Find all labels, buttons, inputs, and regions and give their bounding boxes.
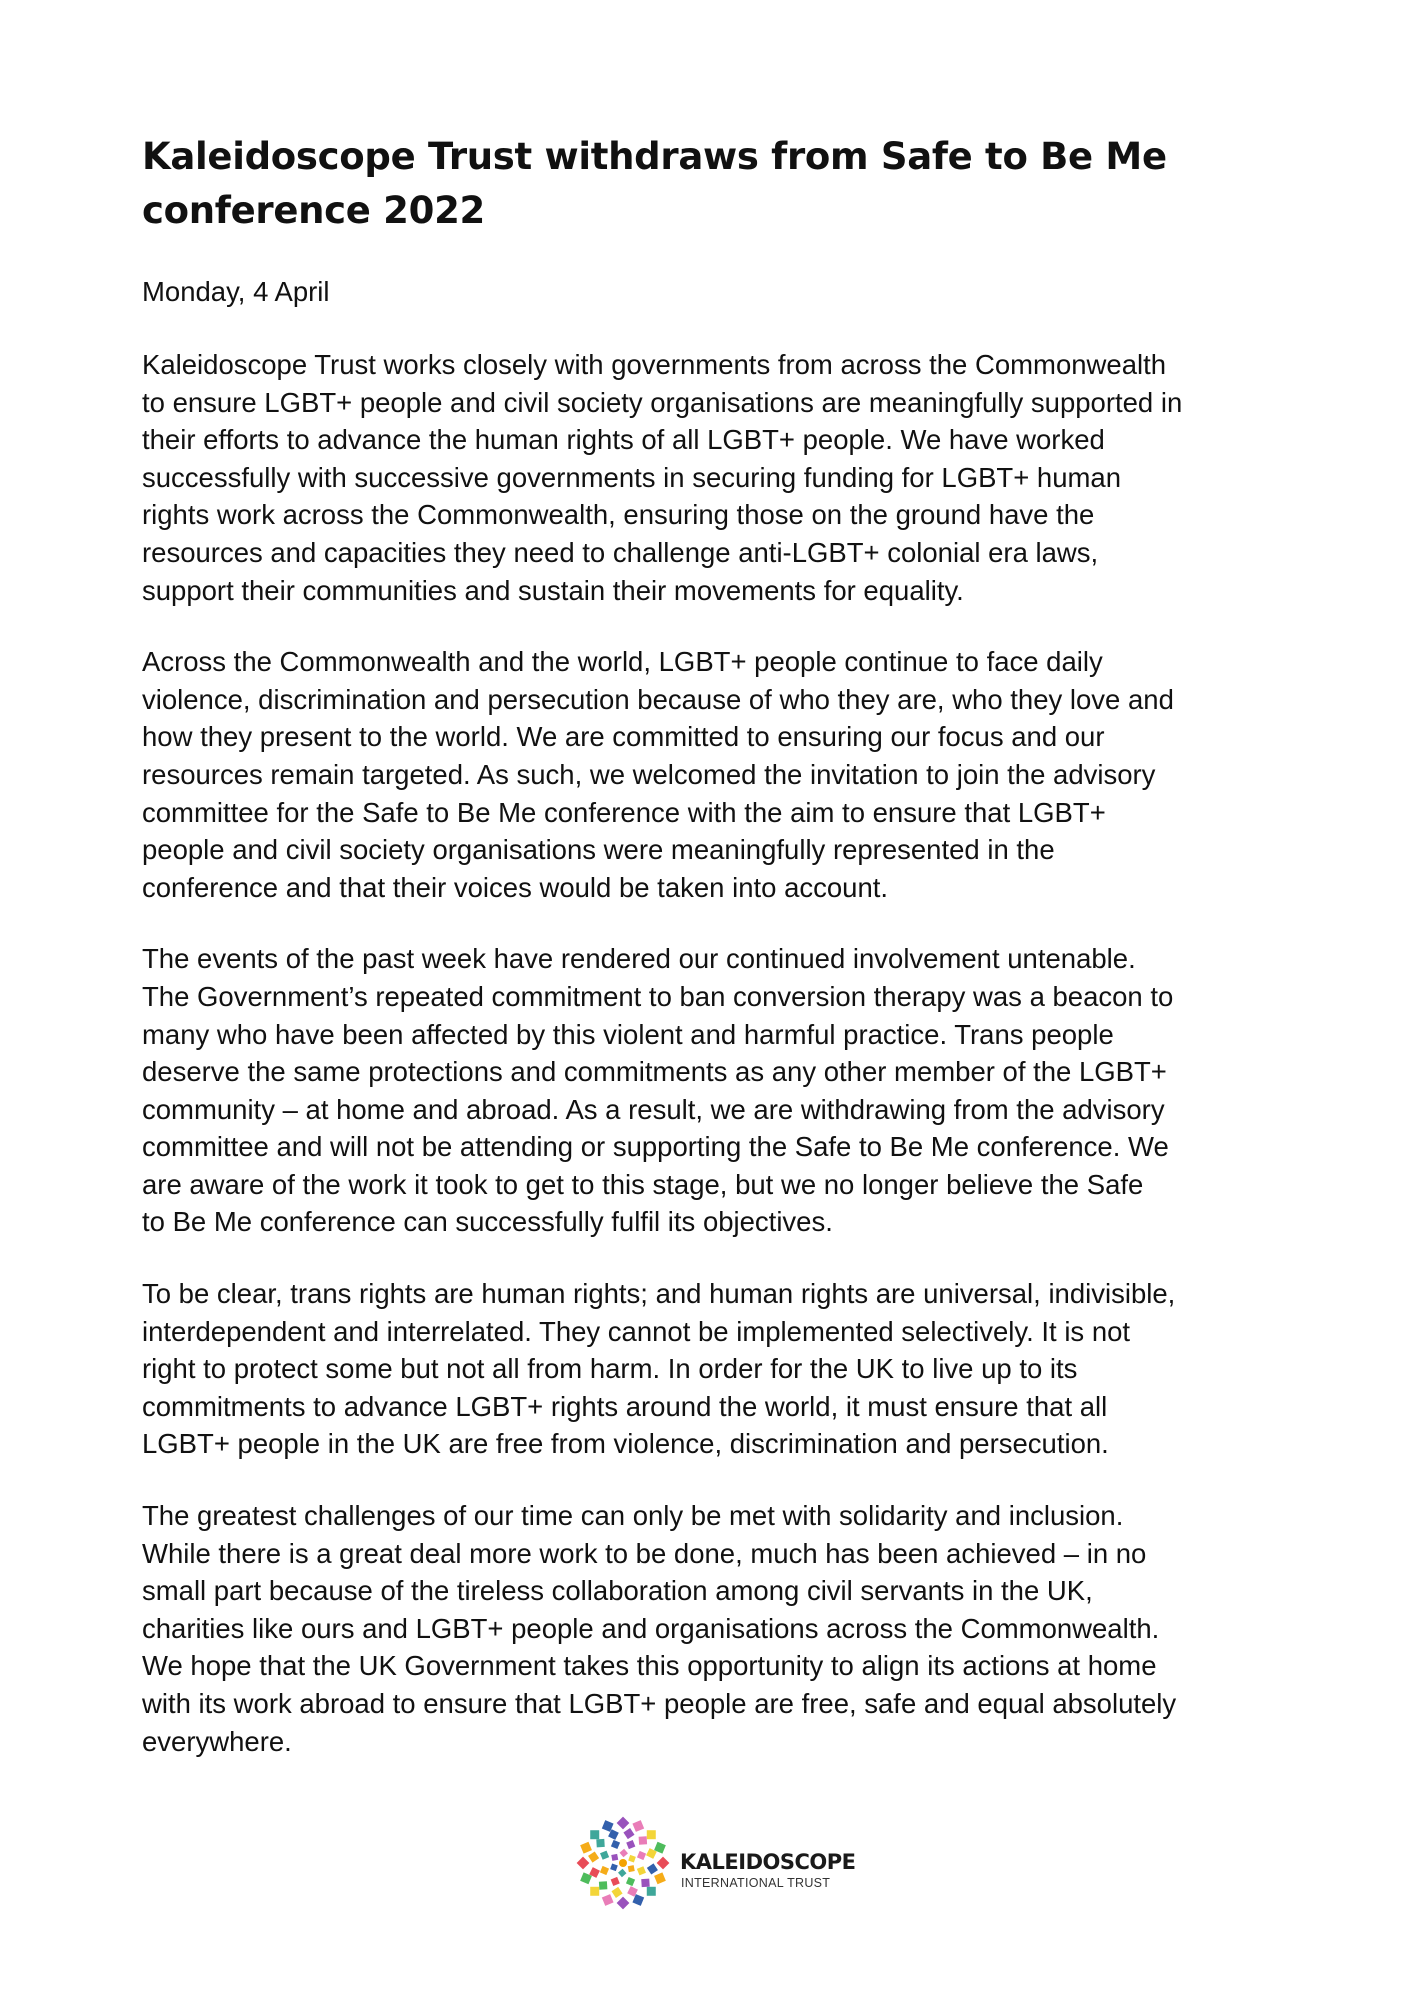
logo-subtitle: INTERNATIONAL TRUST [681,1876,831,1890]
mandala-segment [610,1863,618,1871]
mandala-segment [590,1887,599,1896]
mandala-segment [620,1849,628,1857]
paragraph-5: The greatest challenges of our time can only be met with solidarity and inclusion. While there is a great deal more work to be done, much has been achieved – in no small part because of the tireless collaboration among civil servants in the UK, charities like ours and LGBT+ people and organisations across the Commonwealth. We hope that the UK Government takes this opportunity to align its actions at home with its work abroad to ensure that LGBT+ people are free, safe and equal absolutely everywhere. [142,1500,1177,1757]
mandala-segment [637,1866,646,1875]
mandala-segment [600,1851,609,1860]
mandala-segment [623,1828,634,1839]
mandala-segment [632,1820,644,1832]
mandala-segment [602,1894,614,1906]
mandala-segment [641,1879,649,1887]
mandala-segment [628,1865,635,1872]
mandala-segment [647,1830,656,1839]
mandala-segment [617,1817,630,1830]
kaleidoscope-mandala-icon [570,1808,676,1918]
mandala-segment [647,1863,658,1874]
paragraph-3: The events of the past week have rendered our continued involvement untenable. The Government’s repeated commitment to ban conversion therapy was a beacon to many who have been affected by this violent and harmful practice. Trans people deserve the same protections and commitments as any other member of the LGBT+ community – at home and abroad. As a result, we are withdrawing from the advisory committee and will not be attending or supporting the Safe to Be Me conference. We are aware of the work it took to get to this stage, but we no longer believe the Safe to Be Me conference can successfully fulfil its objectives. [142,943,1174,1238]
mandala-segment [599,1881,607,1889]
document-date: Monday, 4 April [142,276,330,307]
paragraph-1: Kaleidoscope Trust works closely with governments from across the Commonwealth to ensure LGBT+ people and civil society organisations are meaningfully supported in their efforts to advance the human rights of all LGBT+ people. We have worked successfully with successive governments in securing funding for LGBT+ human rights work across the Commonwealth, ensuring those on the ground have the resources and capacities they need to challenge anti-LGBT+ colonial era laws, support their communities and sustain their movements for equality. [142,349,1183,606]
kaleidoscope-logo [570,1808,860,1918]
mandala-segment [654,1872,666,1884]
paragraph-4: To be clear, trans rights are human rights; and human rights are universal, indivisible, interdependent and interrelated. They cannot be implemented selectively. It is not right to protect some but not all from harm. In order for the UK to live up to its commitments to advance LGBT+ rights around the world, it must ensure that all LGBT+ people in the UK are free from violence, discrimination and persecution. [142,1278,1176,1460]
mandala-center [619,1859,627,1867]
mandala-segment [611,1854,618,1861]
logo-name: KALEIDOSCOPE [680,1850,856,1874]
mandala-segment [626,1877,635,1886]
mandala-segment [639,1836,647,1844]
mandala-segment [600,1866,609,1875]
mandala-segment [657,1857,670,1870]
mandala-segment [617,1897,630,1910]
mandala-segment [611,1877,620,1886]
mandala-segment [580,1842,592,1854]
mandala-segment [626,1840,635,1849]
mandala-segment [637,1851,646,1860]
mandala-segment [647,1887,656,1896]
document-title: Kaleidoscope Trust withdraws from Safe to Be Me conference 2022 [142,135,1167,232]
mandala-segment [611,1840,620,1849]
mandala-segment [611,1887,622,1898]
mandala-segment [618,1869,626,1877]
mandala-segment [588,1851,599,1862]
paragraph-2: Across the Commonwealth and the world, LGBT+ people continue to face daily violence, discrimination and persecution because of who they are, who they love and how they present to the world. We are committed to ensuring our focus and our resources remain targeted. As such, we welcomed the invitation to join the advisory committee for the Safe to Be Me conference with the aim to ensure that LGBT+ people and civil society organisations were meaningfully represented in the conference and that their voices would be taken into account. [142,646,1174,903]
mandala-segment [590,1830,599,1839]
mandala-segment [628,1855,636,1863]
document-page [142,130,1292,1760]
mandala-segment [577,1857,590,1870]
mandala-segment [596,1839,604,1847]
